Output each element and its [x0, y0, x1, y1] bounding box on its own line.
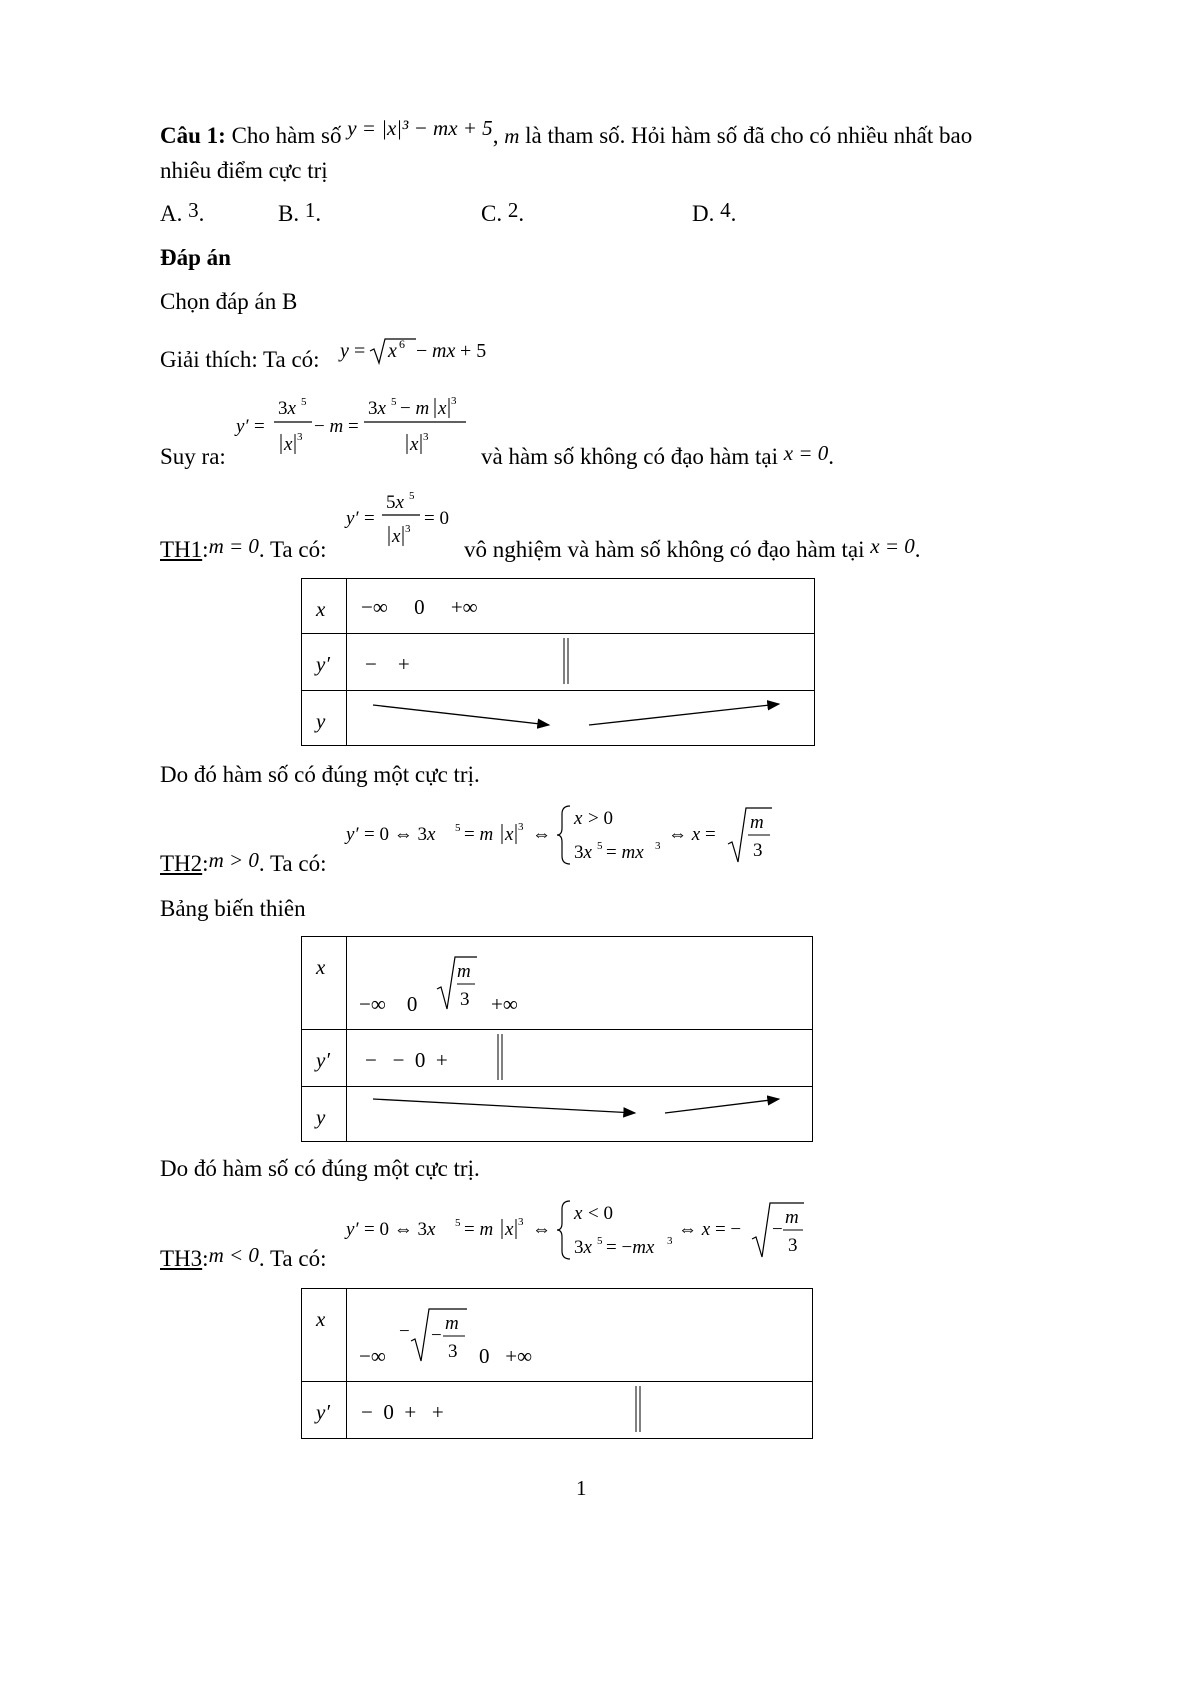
svg-text:= 0: = 0	[424, 508, 449, 529]
case-1-tail	[464, 536, 921, 564]
comma: ,	[492, 123, 499, 148]
t3-row-yp-label: y′	[316, 1400, 330, 1424]
t1-double-bar	[561, 638, 571, 686]
equation-case-2	[342, 800, 782, 870]
svg-text:x: x	[505, 1219, 514, 1240]
variation-table-1	[301, 578, 815, 746]
case-2-line: TH2:m > 0. Ta có:	[160, 848, 327, 876]
svg-text:5: 5	[455, 1217, 461, 1229]
case-2-ta-co: . Ta có:	[258, 851, 327, 876]
option-d-letter: D.	[692, 201, 715, 226]
question-text-1: Cho hàm số	[231, 123, 342, 148]
svg-text:x: x	[438, 398, 447, 419]
svg-text:3x: 3x	[368, 398, 386, 419]
t3-x-right: 0 +∞	[479, 1344, 533, 1368]
svg-text:−: −	[416, 340, 428, 362]
t3-x-left: −∞	[359, 1344, 386, 1368]
dot: .	[828, 444, 835, 469]
answer-choice: Chọn đáp án B	[160, 289, 298, 314]
t1-x-values: −∞ 0 +∞	[361, 595, 478, 619]
svg-text:m: m	[750, 812, 764, 833]
svg-text:5: 5	[391, 396, 397, 408]
question-line-2: nhiêu điểm cực trị	[160, 158, 328, 183]
t2-arrows	[347, 1087, 813, 1141]
svg-text:− m =: − m =	[314, 416, 359, 437]
t2-double-bar	[495, 1034, 505, 1082]
svg-text:x: x	[284, 434, 293, 455]
svg-text:= m: = m	[464, 824, 494, 845]
svg-text:3: 3	[518, 821, 524, 833]
svg-text:x: x	[392, 526, 401, 547]
svg-text:3: 3	[753, 840, 763, 861]
suy-ra-tail	[481, 443, 834, 471]
equation-y-sqrt	[336, 335, 496, 369]
svg-text:=: =	[254, 416, 265, 437]
svg-text:⇔: ⇔	[532, 824, 551, 845]
t1-arrows	[347, 691, 815, 745]
question-line-1	[160, 116, 973, 150]
svg-text:3x: 3x	[574, 842, 592, 863]
variation-table-2	[301, 936, 813, 1142]
svg-text:−: −	[772, 1219, 783, 1240]
svg-text:3: 3	[405, 523, 411, 535]
svg-text:y′: y′	[346, 508, 359, 529]
svg-text:5: 5	[597, 840, 603, 852]
svg-text:x: x	[410, 434, 419, 455]
t2-row-yp-label: y′	[316, 1048, 330, 1072]
svg-text:3: 3	[423, 431, 429, 443]
case-2-bbt: Bảng biến thiên	[160, 896, 306, 921]
svg-text:3: 3	[460, 989, 470, 1010]
option-a-value: 3	[188, 198, 199, 222]
option-c	[481, 200, 524, 228]
svg-text:mx: mx	[432, 340, 456, 362]
option-c-suffix: .	[518, 201, 525, 226]
svg-text:3: 3	[655, 840, 661, 852]
t2-row-y-label: y	[316, 1105, 326, 1129]
case-2-conclusion: Do đó hàm số có đúng một cực trị.	[160, 1156, 480, 1181]
function-equation: y = |x|³ − mx + 5	[347, 116, 493, 140]
suy-ra-label: Suy ra:	[160, 444, 226, 469]
svg-text:3x: 3x	[574, 1237, 592, 1258]
svg-text:y′: y′	[346, 1219, 359, 1240]
svg-text:− m: − m	[400, 398, 430, 419]
case-3-cond: m < 0	[208, 1243, 259, 1267]
case-1-x-eq-0: x = 0	[870, 534, 915, 558]
svg-text:y′: y′	[236, 416, 249, 437]
option-d	[692, 200, 736, 228]
case-1-conclusion: Do đó hàm số có đúng một cực trị.	[160, 762, 480, 787]
t3-double-bar	[633, 1386, 643, 1434]
option-c-value: 2	[507, 198, 519, 222]
svg-text:5: 5	[597, 1235, 603, 1247]
option-a-letter: A.	[160, 201, 183, 226]
svg-text:= 0 ⇔ 3x: = 0 ⇔ 3x	[364, 824, 436, 845]
svg-text:x: x	[388, 340, 397, 362]
svg-text:3: 3	[667, 1235, 673, 1247]
svg-text:5: 5	[301, 396, 307, 408]
option-b-value: 1	[304, 198, 316, 222]
case-3-label: TH3	[160, 1246, 203, 1271]
answer-heading: Đáp án	[160, 245, 231, 270]
svg-text:> 0: > 0	[588, 808, 613, 829]
option-d-value: 4	[720, 198, 731, 222]
t1-yp-signs: − +	[365, 652, 410, 676]
page-number: 1	[576, 1476, 587, 1500]
svg-text:6: 6	[399, 337, 405, 351]
equation-case-3	[342, 1195, 812, 1265]
t3-yp-signs: − 0 + +	[361, 1400, 444, 1424]
svg-text:= mx: = mx	[606, 842, 644, 863]
x-eq-0: x = 0	[783, 441, 829, 465]
svg-text:y′: y′	[346, 824, 359, 845]
svg-text:+ 5: + 5	[460, 340, 487, 362]
t1-row-yp-label: y′	[316, 652, 330, 676]
svg-text:y: y	[340, 340, 349, 362]
option-b-letter: B.	[278, 201, 300, 226]
case-3-line: TH3:m < 0. Ta có:	[160, 1243, 327, 1271]
svg-text:m: m	[445, 1313, 459, 1334]
svg-text:3: 3	[518, 1216, 524, 1228]
svg-text:x: x	[574, 1203, 583, 1224]
option-b	[278, 200, 321, 228]
option-c-letter: C.	[481, 201, 503, 226]
svg-text:m: m	[785, 1207, 799, 1228]
svg-text:= −mx: = −mx	[606, 1237, 655, 1258]
svg-text:=: =	[354, 340, 366, 362]
svg-text:5: 5	[455, 822, 461, 834]
explain-label: Giải thích: Ta có:	[160, 347, 320, 372]
svg-text:3x: 3x	[278, 398, 296, 419]
svg-text:< 0: < 0	[588, 1203, 613, 1224]
svg-text:3: 3	[297, 431, 303, 443]
t2-sqrt-m-3	[435, 951, 479, 1017]
case-1-cond: m = 0	[208, 534, 259, 558]
case-2-label: TH2	[160, 851, 203, 876]
t2-row-x-label: x	[316, 955, 326, 979]
suy-ra-tail-text: và hàm số không có đạo hàm tại	[481, 444, 779, 469]
equation-derivative	[232, 388, 472, 464]
case-1-ta-co: . Ta có:	[258, 537, 327, 562]
case-3-ta-co: . Ta có:	[258, 1246, 327, 1271]
equation-case-1	[342, 484, 462, 556]
case-1-tail-text: vô nghiệm và hàm số không có đạo hàm tại	[464, 537, 865, 562]
t2-yp-signs: − − 0 +	[365, 1048, 448, 1072]
svg-text:−: −	[399, 1321, 410, 1342]
case-1-label: TH1	[160, 537, 203, 562]
svg-text:⇔ x =: ⇔ x =	[668, 824, 716, 845]
option-a-suffix: .	[198, 201, 205, 226]
svg-text:=: =	[364, 508, 375, 529]
t2-x-right: +∞	[491, 992, 518, 1016]
svg-text:5x: 5x	[386, 492, 404, 513]
svg-text:−: −	[431, 1325, 442, 1346]
svg-text:= 0 ⇔ 3x: = 0 ⇔ 3x	[364, 1219, 436, 1240]
case-1-line: TH1:m = 0. Ta có:	[160, 534, 327, 562]
t3-neg-sqrt-m-3	[397, 1303, 473, 1369]
svg-text:⇔ x = −: ⇔ x = −	[678, 1219, 742, 1240]
t1-row-x-label: x	[316, 597, 326, 621]
variation-table-3	[301, 1288, 813, 1439]
t1-row-y-label: y	[316, 709, 326, 733]
option-a	[160, 200, 204, 228]
svg-text:3: 3	[451, 395, 457, 407]
t2-x-left: −∞ 0	[359, 992, 418, 1016]
param-m: m	[504, 124, 520, 148]
svg-text:⇔: ⇔	[532, 1219, 551, 1240]
option-d-suffix: .	[730, 201, 737, 226]
question-label: Câu 1:	[160, 123, 226, 148]
svg-text:5: 5	[409, 490, 415, 502]
question-text-2: là tham số. Hỏi hàm số đã cho có nhiều nhất bao	[525, 123, 973, 148]
svg-text:m: m	[457, 961, 471, 982]
svg-text:x: x	[505, 824, 514, 845]
svg-text:x: x	[574, 808, 583, 829]
svg-text:= m: = m	[464, 1219, 494, 1240]
option-b-suffix: .	[315, 201, 322, 226]
t3-row-x-label: x	[316, 1307, 326, 1331]
case-1-dot: .	[914, 537, 921, 562]
case-2-cond: m > 0	[208, 848, 259, 872]
svg-text:3: 3	[448, 1341, 458, 1362]
svg-text:3: 3	[788, 1235, 798, 1256]
